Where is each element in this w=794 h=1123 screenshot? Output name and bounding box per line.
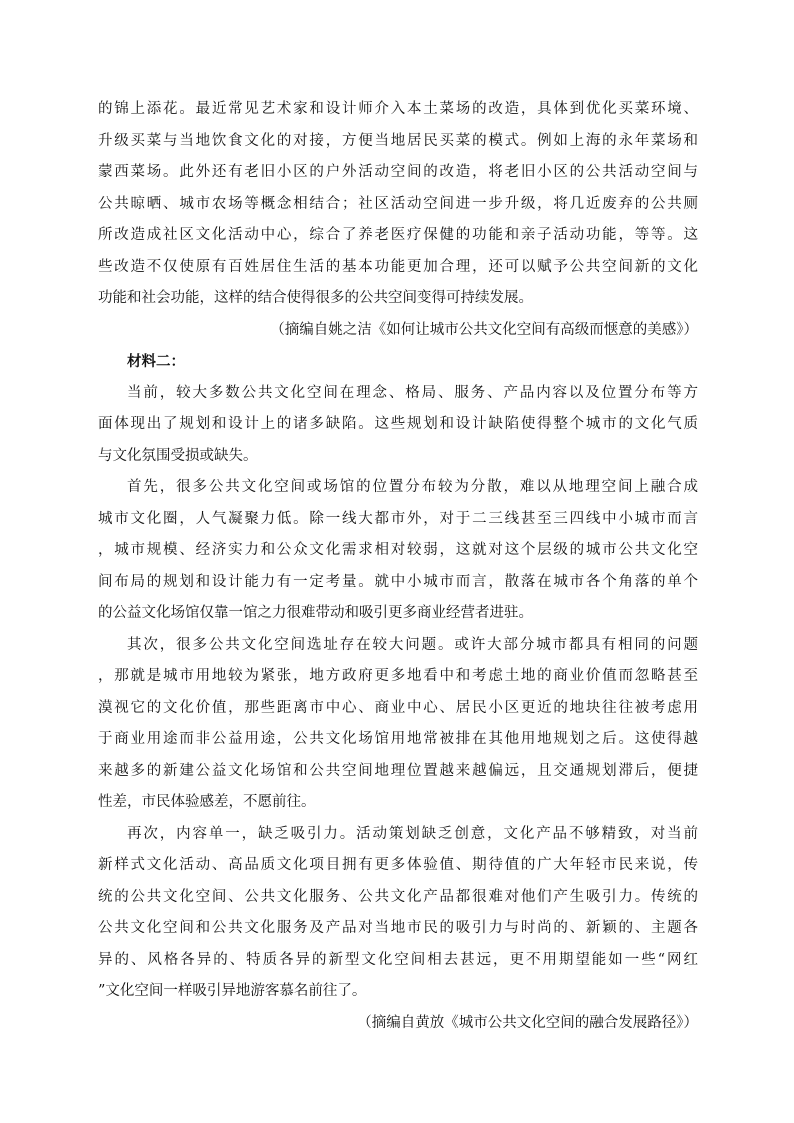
text-line: 所改造成社区文化活动中心，综合了养老医疗保健的功能和亲子活动功能，等等。这 (98, 227, 698, 243)
text-line: 于商业用途而非公益用途，公共文化场馆用地常被排在其他用地规划之后。这使得越 (98, 731, 698, 747)
text-line: 当前，较大多数公共文化空间在理念、格局、服务、产品内容以及位置分布等方 (127, 384, 698, 401)
paragraph-2 (98, 472, 698, 630)
text-line: 漠视它的文化价值，那些距离市中心、商业中心、居民小区更近的地块往往被考虑用 (98, 699, 698, 716)
text-line: ，那就是城市用地较为紧张，地方政府更多地看中和考虑土地的商业价值而忽略甚至 (98, 668, 698, 684)
text-line: ”文化空间一样吸引异地游客慕名前往了。 (98, 983, 367, 999)
paragraph-1 (98, 378, 698, 473)
source-citation-2: （摘编自黄放《城市公共文化空间的融合发展路径》） (357, 1014, 698, 1031)
text-line: 来越多的新建公益文化场馆和公共空间地理位置越来越偏远，且交通规划滞后，便捷 (98, 762, 698, 779)
text-line: 间布局的规划和设计能力有一定考量。就中小城市而言，散落在城市各个角落的单个 (98, 573, 698, 590)
document-page (98, 94, 698, 1039)
text-line: 性差，市民体验感差，不愿前往。 (98, 794, 316, 810)
text-line: 面体现出了规划和设计上的诸多缺陷。这些规划和设计缺陷使得整个城市的文化气质 (98, 416, 698, 432)
text-line: 首先，很多公共文化空间或场馆的位置分布较为分散，难以从地理空间上融合成 (127, 479, 698, 495)
text-line: 些改造不仅使原有百姓居住生活的基本功能更加合理，还可以赋予公共空间新的文化 (98, 258, 698, 275)
paragraph-4 (98, 819, 698, 1008)
text-line: 与文化氛围受损或缺失。 (98, 447, 258, 464)
paragraph-continuation (98, 94, 698, 315)
text-line: 升级买菜与当地饮食文化的对接，方便当地居民买菜的模式。例如上海的永年菜场和 (98, 132, 698, 149)
source-citation-1: （摘编自姚之洁《如何让城市公共文化空间有高级而惬意的美感》） (270, 321, 698, 338)
text-line: 异的、风格各异的、特质各异的新型文化空间相去甚远，更不用期望能如一些“网红 (98, 951, 698, 968)
text-line: 公共晾晒、城市农场等概念相结合；社区活动空间进一步升级，将几近废弃的公共厕 (98, 195, 698, 212)
text-line: 城市文化圈，人气凝聚力低。除一线大都市外，对于二三线甚至三四线中小城市而言 (98, 510, 698, 527)
text-line: 公共文化空间和公共文化服务及产品对当地市民的吸引力与时尚的、新颖的、主题各 (98, 920, 698, 936)
paragraph-3 (98, 630, 698, 819)
text-line: 蒙西菜场。此外还有老旧小区的户外活动空间的改造，将老旧小区的公共活动空间与 (98, 164, 698, 180)
text-line: 再次，内容单一，缺乏吸引力。活动策划缺乏创意，文化产品不够精致，对当前 (127, 825, 698, 842)
text-line: 的公益文化场馆仅靠一馆之力很难带动和吸引更多商业经营者进驻。 (98, 605, 533, 621)
text-line: 新样式文化活动、高品质文化项目拥有更多体验值、期待值的广大年轻市民来说，传 (98, 857, 698, 873)
text-line: 其次，很多公共文化空间选址存在较大问题。或许大部分城市都具有相同的问题 (127, 636, 698, 653)
text-line: 功能和社会功能，这样的结合使得很多的公共空间变得可持续发展。 (98, 290, 533, 306)
text-line: 的锦上添花。最近常见艺术家和设计师介入本土菜场的改造，具体到优化买菜环境、 (98, 101, 698, 117)
section-heading-material-2: 材料二： (127, 353, 185, 370)
text-line: 统的公共文化空间、公共文化服务、公共文化产品都很难对他们产生吸引力。传统的 (98, 888, 698, 905)
text-line: ，城市规模、经济实力和公众文化需求相对较弱，这就对这个层级的城市公共文化空 (98, 542, 698, 558)
